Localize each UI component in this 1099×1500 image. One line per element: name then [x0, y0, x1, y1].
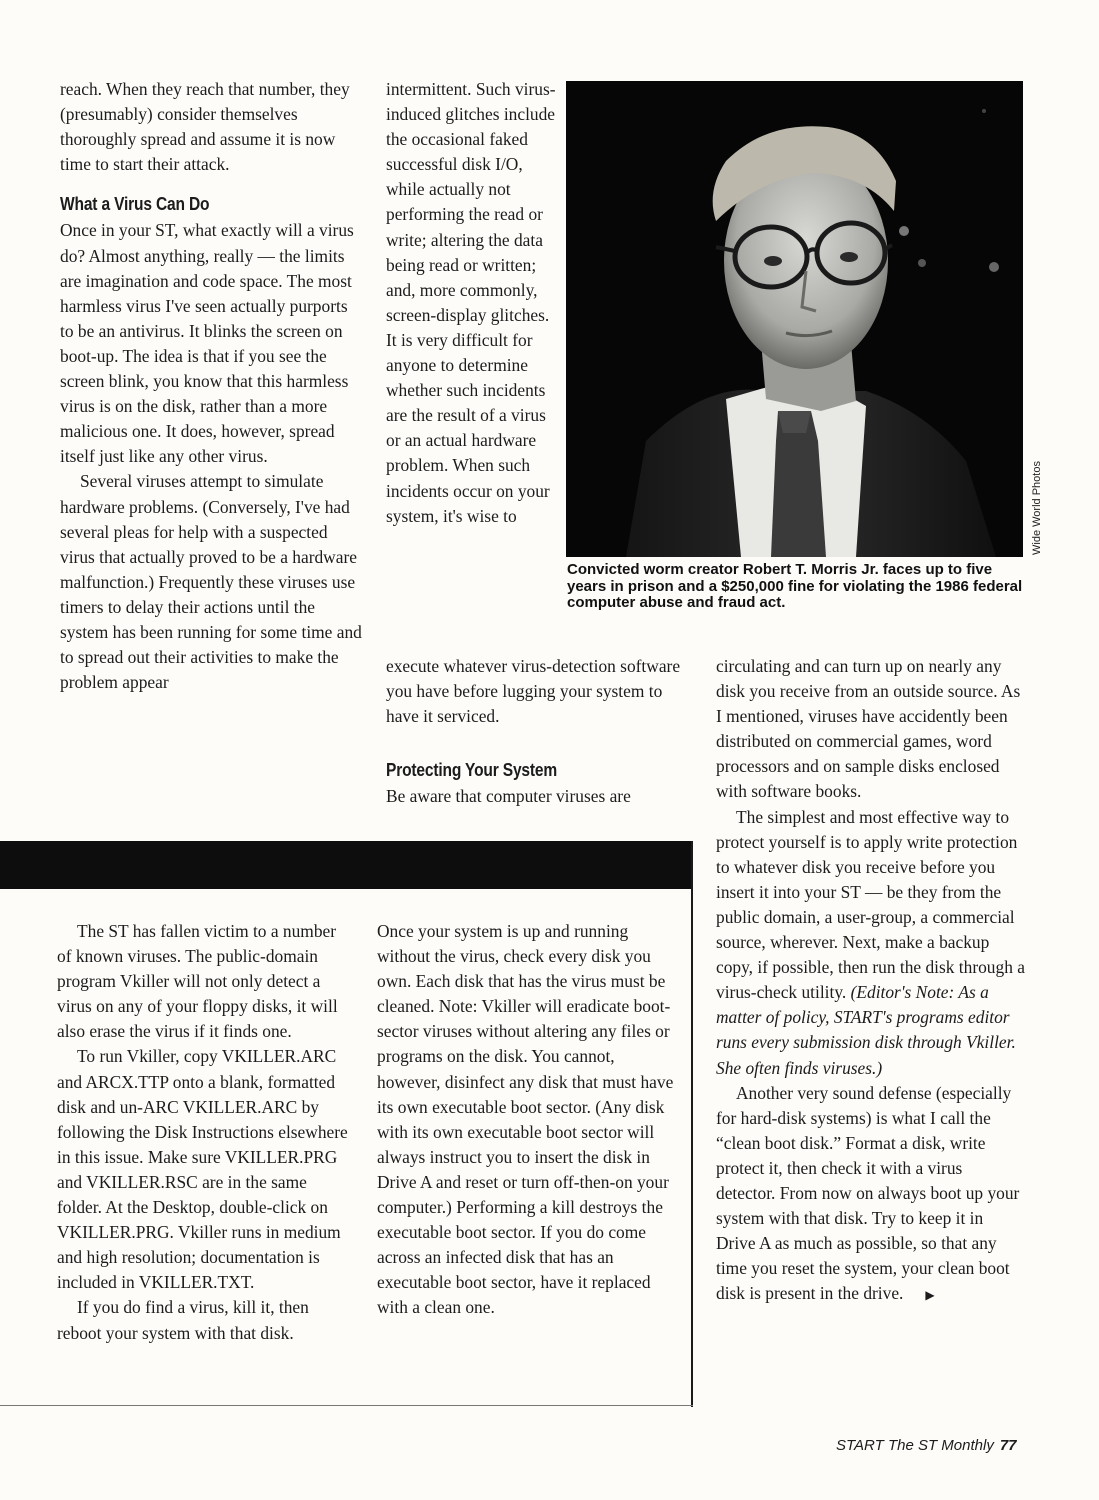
photo-caption: Convicted worm creator Robert T. Morris Jr. faces up to five years in prison and a $250,000 fine for violating the 1986 federal computer abuse and fraud act.	[567, 561, 1023, 611]
sidebar-paragraph: If you do find a virus, kill it, then reboot your system with that disk.	[57, 1297, 309, 1343]
sidebar-left-column	[57, 919, 349, 1346]
col3-paragraph-text: The simplest and most effective way to protect yourself is to apply write protection to whatever disk you receive before you insert it into your ST — be they from the public domain, a user-group, a commercial source, wherever. Next, make a backup copy, if possible, then run the disk through a virus-check utility.	[716, 806, 1025, 1003]
column-3	[716, 654, 1026, 1308]
magazine-name: START The ST Monthly	[836, 1437, 994, 1454]
col1-paragraph: Once in your ST, what exactly will a virus do? Almost anything, really — the limits are imagination and code space. The most harmless virus I've seen actually purports to be an antivirus. It blinks the screen on boot-up. The idea is that if you see the screen blink, you know that this harmless virus is on the disk, rather than a more malicious one. It does, however, spread itself just like any other virus.	[60, 220, 354, 467]
sidebar-border-bottom	[0, 1405, 693, 1406]
sidebar-paragraph: Once your system is up and running without the virus, check every disk you own. Each disk that has the virus must be cleaned. Note: Vkiller will eradicate boot-sector viruses without altering any files or programs on the disk. You cannot, however, disinfect any disk that must have its own executable boot sector. (Any disk with its own executable boot sector will always instruct you to insert the disk in Drive A and reset or turn off-then-on your computer.) Performing a kill destroys the executable boot sector. If you do come across an infected disk that has an executable boot sector, have it replaced with a clean one.	[377, 921, 674, 1318]
sidebar-paragraph: The ST has fallen victim to a number of known viruses. The public-domain program Vkiller will not only detect a virus on any of your floppy disks, it will also erase the virus if it finds one.	[57, 921, 338, 1042]
portrait-illustration	[566, 81, 1023, 557]
editors-note: (Editor's Note: As a matter of policy, START's programs editor runs every submission disk through Vkiller. She often finds viruses.)	[716, 982, 1016, 1078]
sidebar-paragraph: To run Vkiller, copy VKILLER.ARC and ARCX.TTP onto a blank, formatted disk and un-ARC VKILLER.ARC by following the Disk Instructions elsewhere in this issue. Make sure VKILLER.PRG and VKILLER.RSC are in the same folder. At the Desktop, double-click on VKILLER.PRG. Vkiller runs in medium and high resolution; documentation is included in VKILLER.TXT.	[57, 1046, 348, 1293]
col1-paragraph: reach. When they reach that number, they (presumably) consider themselves thoroughly spread and assume it is now time to start their attack.	[60, 79, 350, 175]
col2-paragraph: intermittent. Such virus-induced glitches include the occasional faked successful disk I/O, while actually not performing the read or write; altering the data being read or written; and, more commonly, screen-display glitches. It is very difficult for anyone to determine whether such incidents are the result of a virus or an actual hardware problem. When such incidents occur on your system, it's wise to	[386, 79, 556, 526]
photo-credit: Wide World Photos	[1031, 461, 1043, 555]
col3-paragraph	[716, 805, 1026, 1081]
col2-paragraph: Be aware that computer viruses are	[386, 786, 631, 807]
column-1	[60, 77, 365, 695]
col3-paragraph	[716, 1081, 1026, 1309]
sidebar-border-right	[691, 841, 693, 1407]
column-2-wide	[386, 654, 686, 809]
section-heading-virus-can-do: What a Virus Can Do	[60, 193, 210, 215]
col3-paragraph-text: Another very sound defense (especially for hard-disk systems) is what I call the “clean boot disk.” Format a disk, write protect it, then check it with a virus detector. From now on always boot up your system with that disk. Try to keep it in Drive A as much as possible, so that any time you reset the system, your clean boot disk is present in the drive.	[716, 1082, 1020, 1304]
section-heading-protecting-system: Protecting Your System	[386, 759, 558, 781]
col2-paragraph: execute whatever virus-detection software you have before lugging your system to have it serviced.	[386, 656, 681, 727]
page-footer	[836, 1437, 1017, 1454]
page-number: 77	[999, 1437, 1017, 1454]
sidebar-right-column	[377, 919, 677, 1321]
sidebar-header-bar	[0, 841, 692, 889]
continued-arrow-icon: ▶	[925, 1288, 935, 1303]
photo-robert-morris	[566, 81, 1023, 557]
column-2-narrow	[386, 77, 558, 529]
col1-paragraph: Several viruses attempt to simulate hardware problems. (Conversely, I've had several pleas for help with a suspected virus that actually proved to be a hardware malfunction.) Frequently these viruses use timers to delay their actions until the system has been running for some time and to spread out their activities to make the problem appear	[60, 471, 362, 693]
col3-paragraph: circulating and can turn up on nearly any disk you receive from an outside source. As I mentioned, viruses have accidently been distributed on commercial games, word processors and on sample disks enclosed with software books.	[716, 656, 1021, 802]
